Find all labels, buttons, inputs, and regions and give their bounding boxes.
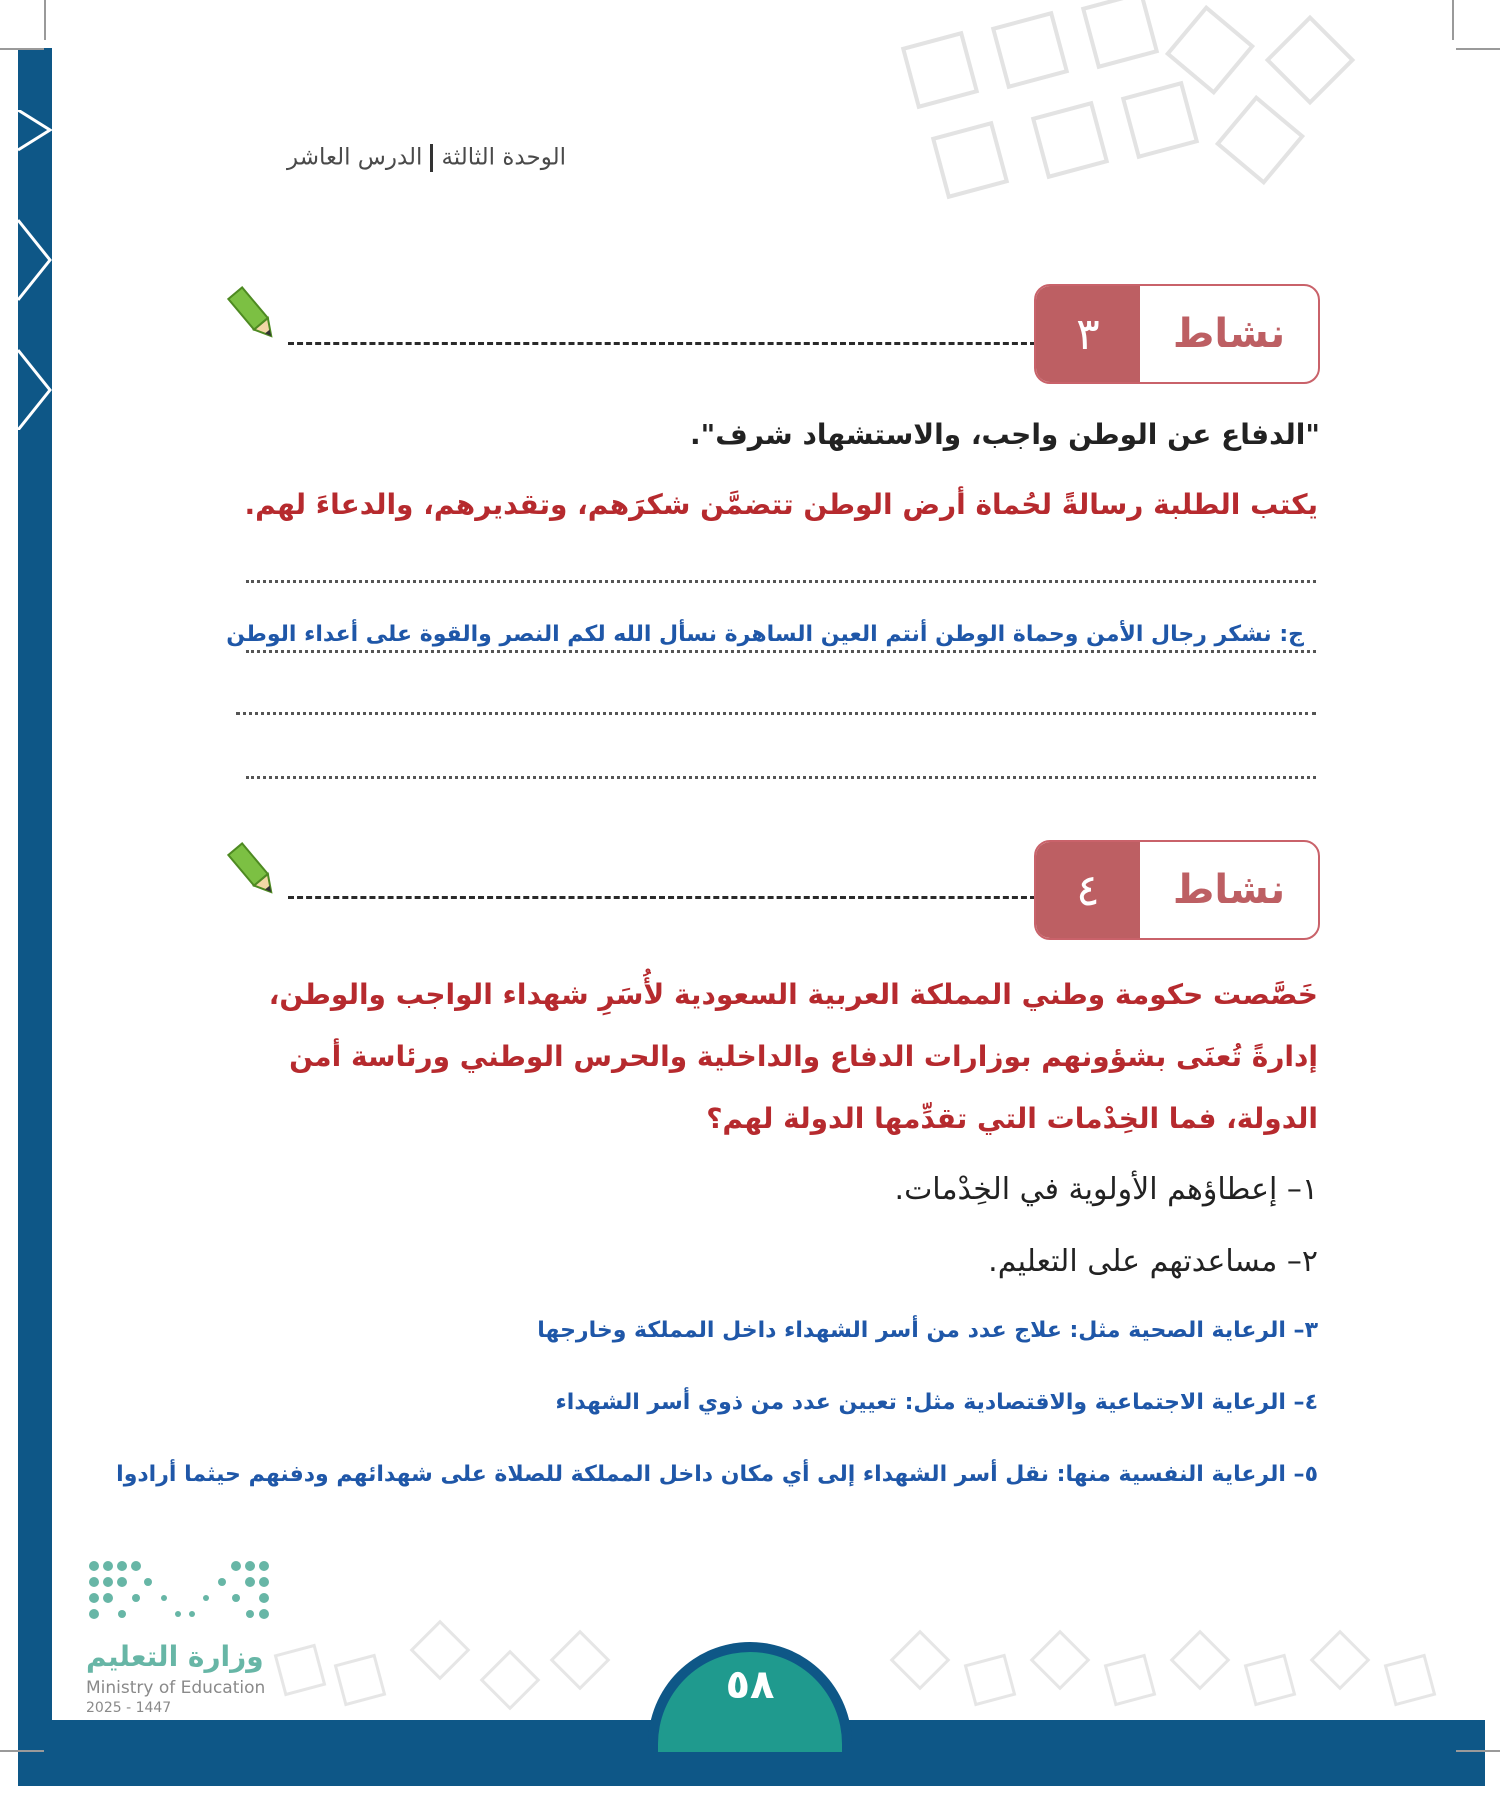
lesson-title: الدرس العاشر: [287, 144, 423, 171]
dashed-rule: [288, 896, 1036, 899]
crop-mark: [0, 48, 44, 50]
answer-line: [246, 776, 1316, 779]
activity-3-badge: [1034, 284, 1320, 384]
header-separator: [430, 144, 433, 172]
answer-line: [246, 650, 1316, 653]
pencil-icon: [226, 838, 282, 902]
diamond-pattern: [880, 0, 1440, 230]
crop-mark: [0, 1750, 44, 1752]
answer-line: [246, 580, 1316, 583]
pencil-icon: [226, 282, 282, 346]
ministry-name-ar: وزارة التعليم: [86, 1640, 264, 1673]
activity-4-label: نشاط: [1172, 867, 1286, 913]
dashed-rule: [288, 342, 1036, 345]
crop-mark: [1452, 0, 1454, 40]
activity-4-question: خَصَّصت حكومة وطني المملكة العربية السعودية لأُسَرِ شهداء الواجب والوطن، إدارةً تُعنَى بشؤونهم بوزارات الدفاع والداخلية والحرس الوطني ورئاسة أمن الدولة، فما الخِدْمات التي تقدِّمها الدولة لهم؟: [268, 978, 1318, 1135]
activity-3-label: نشاط: [1172, 311, 1286, 357]
activity-3-quote: "الدفاع عن الوطن واجب، والاستشهاد شرف".: [690, 418, 1320, 451]
activity-3-number: ٣: [1036, 286, 1140, 382]
list-item: ٥– الرعاية النفسية منها: نقل أسر الشهداء إلى أي مكان داخل المملكة للصلاة على شهدائهم ودفنهم حيثما أرادوا: [116, 1462, 1318, 1487]
crop-mark: [1456, 1750, 1500, 1752]
answer-line: [236, 712, 1316, 715]
list-item: ٢– مساعدتهم على التعليم.: [988, 1244, 1318, 1279]
lesson-header: [287, 144, 566, 172]
activity-4-number: ٤: [1036, 842, 1140, 938]
activity-4-badge: [1034, 840, 1320, 940]
ministry-name-en: Ministry of Education: [86, 1678, 266, 1698]
diamond-pattern: [260, 1610, 1460, 1720]
chevron-decoration: [18, 110, 58, 430]
activity-3-answer: ج: نشكر رجال الأمن وحماة الوطن أنتم العين الساهرة نسأل الله لكم النصر والقوة على أعداء الوطن: [220, 622, 1304, 647]
crop-mark: [44, 0, 46, 40]
activity-3-instruction: يكتب الطلبة رسالةً لحُماة أرض الوطن تتضمَّن شكرَهم، وتقديرهم، والدعاءَ لهم.: [244, 488, 1318, 521]
edition-year: 2025 - 1447: [86, 1700, 172, 1716]
page-number: ٥٨: [725, 1662, 775, 1708]
ministry-logo-dots: [86, 1556, 276, 1630]
list-item: ١– إعطاؤهم الأولوية في الخِدْمات.: [894, 1172, 1318, 1207]
crop-mark: [1456, 48, 1500, 50]
list-item: ٤– الرعاية الاجتماعية والاقتصادية مثل: تعيين عدد من ذوي أسر الشهداء: [555, 1390, 1318, 1415]
list-item: ٣– الرعاية الصحية مثل: علاج عدد من أسر الشهداء داخل المملكة وخارجها: [537, 1318, 1318, 1343]
unit-title: الوحدة الثالثة: [441, 144, 566, 171]
